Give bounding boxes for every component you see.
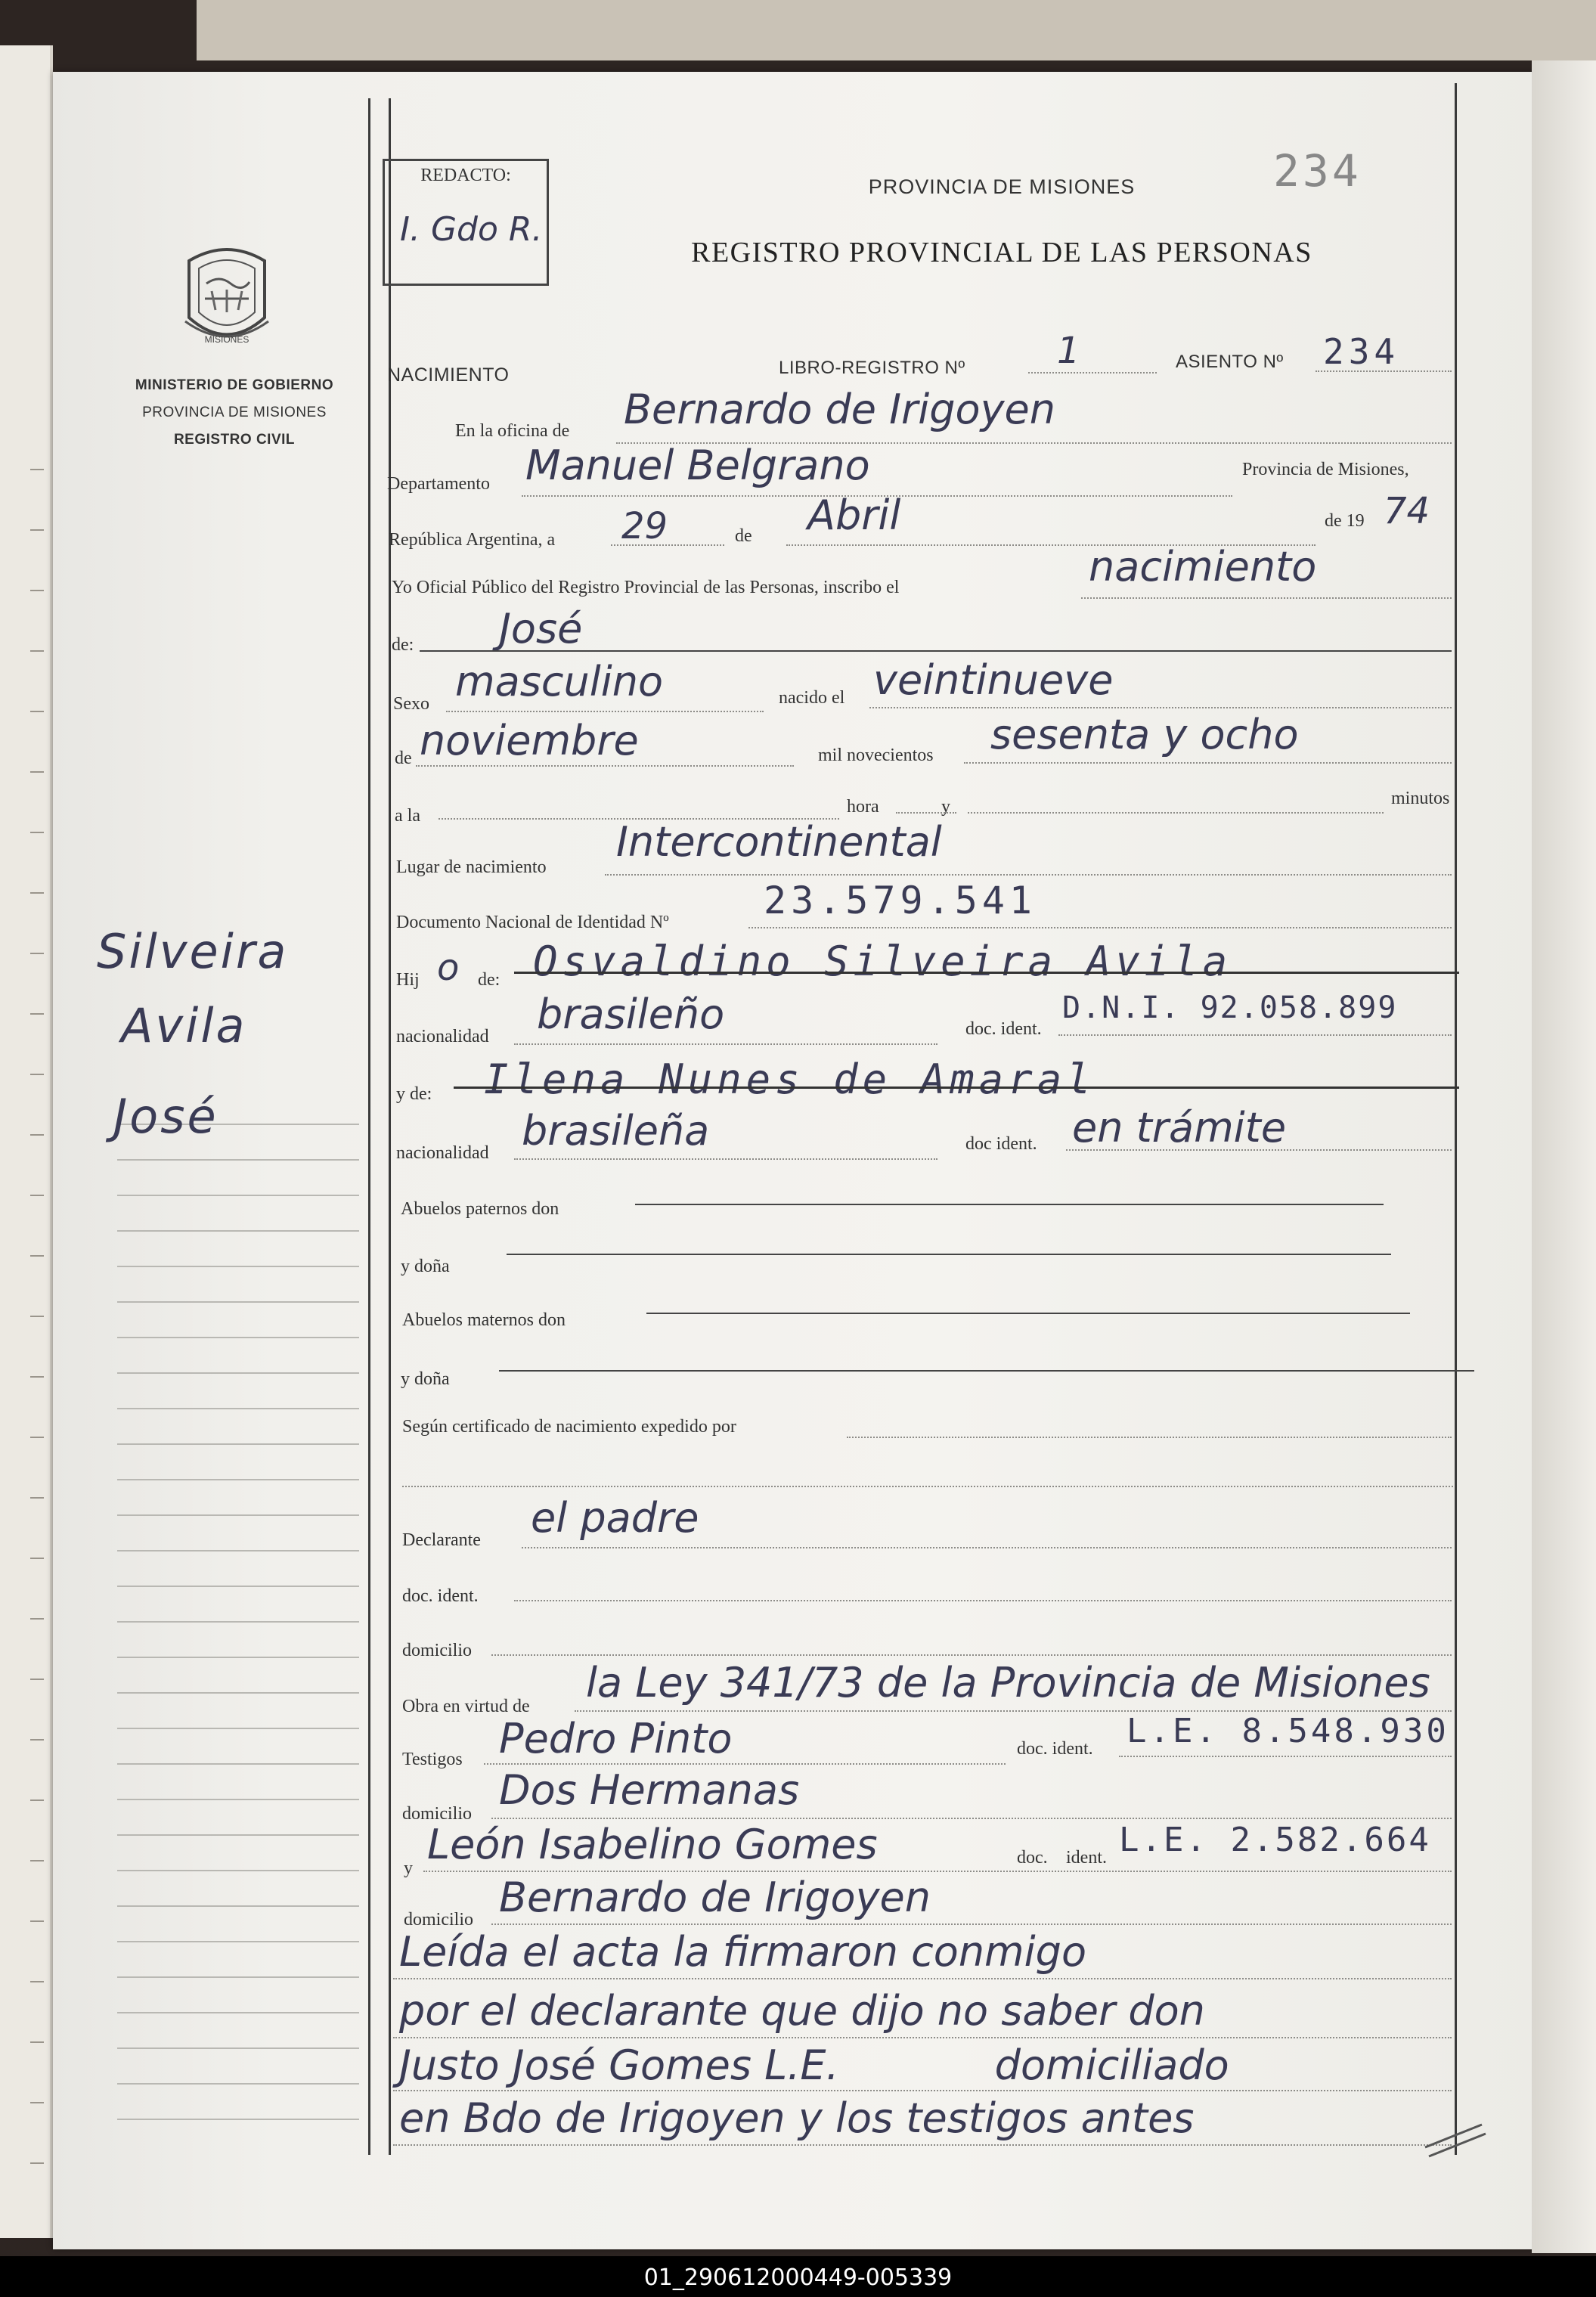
father-doc: D.N.I. 92.058.899 (1062, 990, 1398, 1025)
right-page-edge (1532, 60, 1596, 2253)
hijo-label: Hij (396, 970, 420, 990)
sidebar-divider (368, 98, 370, 2155)
page-number: 234 (1273, 145, 1362, 197)
hijo-de-label: de: (478, 970, 500, 990)
departamento-value: Manuel Belgrano (525, 442, 870, 489)
mother-name: Ilena Nunes de Amaral (484, 1056, 1096, 1103)
ministry-line-2: PROVINCIA DE MISIONES (142, 405, 327, 420)
oficina-value: Bernardo de Irigoyen (624, 386, 1055, 433)
yo-oficial-label: Yo Oficial Público del Registro Provincial de las Personas, inscribo el (392, 578, 900, 597)
image-caption: 01_290612000449-005339 (643, 2264, 953, 2291)
minutos-label: minutos (1391, 789, 1450, 808)
lugar-value: Intercontinental (616, 818, 942, 866)
y-label: y (941, 797, 950, 817)
testigos-label: Testigos (402, 1750, 463, 1769)
mother-doc-label: doc ident. (965, 1134, 1037, 1154)
ministry-line-1: MINISTERIO DE GOBIERNO (135, 377, 334, 393)
provincial-seal-icon (178, 238, 276, 355)
inscribo-value: nacimiento (1089, 543, 1317, 591)
father-nationality: brasileño (537, 990, 725, 1038)
declarante-value: el padre (531, 1494, 699, 1542)
segun-certificado-label: Según certificado de nacimiento expedido por (402, 1417, 736, 1437)
mother-de-label: y de: (396, 1084, 432, 1104)
month-value: Abril (807, 491, 901, 539)
province-heading: PROVINCIA DE MISIONES (868, 175, 1136, 198)
note-line-4: en Bdo de Irigoyen y los testigos antes (399, 2094, 1195, 2142)
testigo2-name: León Isabelino Gomes (427, 1821, 878, 1868)
declarante-doc-label: doc. ident. (402, 1586, 479, 1606)
testigo2-doc: L.E. 2.582.664 (1119, 1821, 1431, 1859)
testigo1-domicilio: Dos Hermanas (499, 1766, 800, 1814)
registered-name: José (499, 605, 583, 653)
testigo2-y-label: y (404, 1858, 413, 1878)
asiento-value: 234 (1323, 331, 1400, 372)
testigo2-domicilio: Bernardo de Irigoyen (499, 1874, 931, 1921)
documento-value: 23.579.541 (764, 879, 1037, 922)
asiento-label: ASIENTO Nº (1176, 352, 1284, 372)
testigo1-name: Pedro Pinto (499, 1715, 733, 1762)
testigo2-doc-label: doc. (1017, 1848, 1048, 1868)
abuelos-paternos-label: Abuelos paternos don (401, 1199, 559, 1219)
day-value: 29 (621, 505, 668, 547)
redacto-signature: I. Gdo R. (400, 210, 543, 249)
margin-name-given: José (113, 1089, 218, 1144)
seal-text: MISIONES (204, 334, 249, 345)
left-page-edge (0, 45, 53, 2238)
hijo-suffix: o (437, 947, 460, 989)
paternal-dona-label: y doña (401, 1257, 450, 1276)
father-doc-label: doc. ident. (965, 1019, 1042, 1039)
sexo-label: Sexo (393, 694, 429, 714)
year-value: 74 (1384, 490, 1430, 532)
form-right-border (1455, 83, 1457, 2155)
obra-value: la Ley 341/73 de la Provincia de Misiones (586, 1659, 1430, 1706)
ministry-heading (113, 372, 355, 454)
mother-nationality: brasileña (522, 1107, 710, 1155)
form-left-border (389, 98, 391, 2155)
year-prefix: de 19 (1325, 511, 1365, 531)
margin-name-surname1: Silveira (97, 924, 289, 979)
father-name: Osvaldino Silveira Avila (533, 938, 1232, 985)
testigo2-ident-label: ident. (1066, 1848, 1107, 1868)
obra-label: Obra en virtud de (402, 1697, 530, 1716)
redacto-label: REDACTO: (420, 166, 511, 185)
ala-label: a la (395, 806, 420, 826)
libro-label: LIBRO-REGISTRO Nº (779, 358, 965, 378)
declarante-label: Declarante (402, 1530, 481, 1550)
father-nacionalidad-label: nacionalidad (396, 1027, 489, 1046)
mil-label: mil novecientos (818, 746, 934, 765)
lugar-label: Lugar de nacimiento (396, 857, 547, 877)
testigo1-doc: L.E. 8.548.930 (1126, 1712, 1449, 1750)
nacido-value: veintinueve (873, 656, 1114, 704)
abuelos-maternos-label: Abuelos maternos don (402, 1310, 566, 1330)
nacimiento-label: NACIMIENTO (387, 364, 510, 386)
provincia-label: Provincia de Misiones, (1242, 460, 1409, 479)
de-name-label: de: (392, 635, 414, 655)
year2-value: sesenta y ocho (990, 711, 1299, 758)
note-line-3: Justo José Gomes L.E. domiciliado (399, 2041, 1229, 2089)
registry-heading: REGISTRO PROVINCIAL DE LAS PERSONAS (691, 237, 1312, 268)
testigo1-doc-label: doc. ident. (1017, 1739, 1093, 1759)
testigo2-domicilio-label: domicilio (404, 1910, 473, 1930)
note-line-2: por el declarante que dijo no saber don (399, 1987, 1205, 2035)
redacto-box (383, 159, 549, 286)
mother-doc: en trámite (1072, 1104, 1287, 1152)
departamento-label: Departamento (387, 474, 490, 494)
de-month-label: de (395, 749, 412, 768)
month2-value: noviembre (420, 717, 639, 764)
republica-label: República Argentina, a (389, 530, 556, 550)
closing-strokes-icon (1421, 2117, 1489, 2162)
margin-name-surname2: Avila (121, 998, 247, 1053)
testigo1-domicilio-label: domicilio (402, 1804, 472, 1824)
sexo-value: masculino (455, 658, 664, 705)
maternal-dona-label: y doña (401, 1369, 450, 1389)
de-label: de (735, 526, 752, 546)
hora-label: hora (847, 797, 879, 817)
oficina-label: En la oficina de (455, 421, 570, 441)
note-line-1: Leída el acta la firmaron conmigo (399, 1928, 1086, 1976)
book-cover-edge (197, 0, 1596, 60)
libro-value: 1 (1057, 330, 1080, 372)
mother-nacionalidad-label: nacionalidad (396, 1143, 489, 1163)
ministry-line-3: REGISTRO CIVIL (173, 432, 296, 448)
nacido-label: nacido el (779, 688, 845, 708)
declarante-domicilio-label: domicilio (402, 1641, 472, 1660)
documento-label: Documento Nacional de Identidad Nº (396, 913, 669, 932)
